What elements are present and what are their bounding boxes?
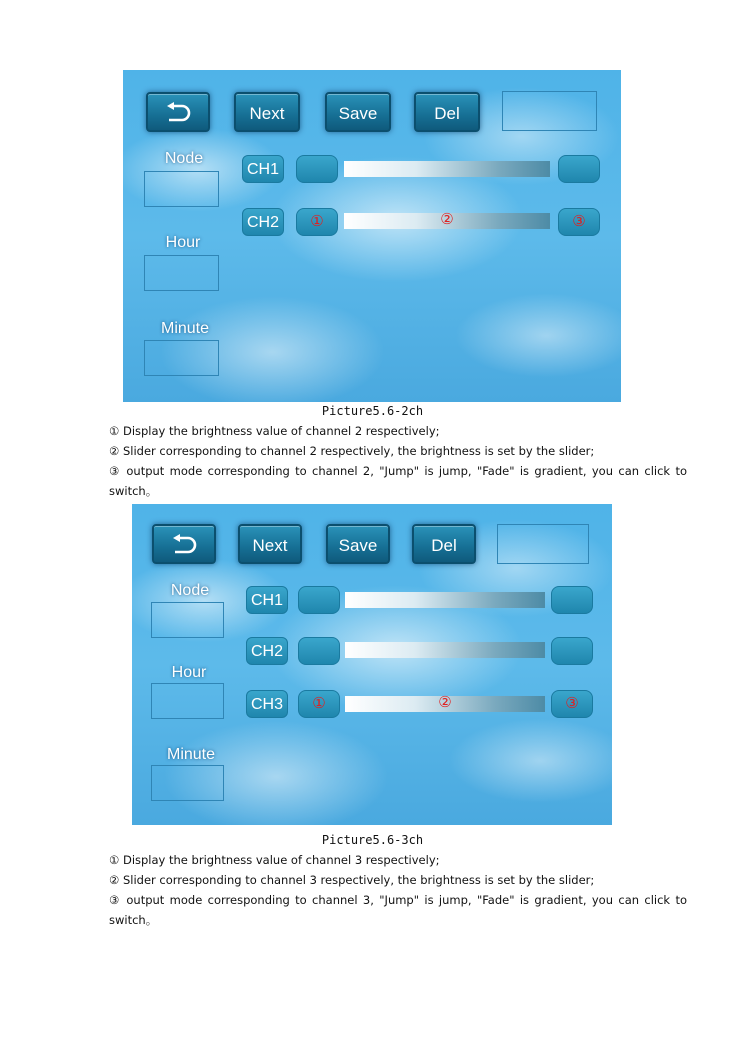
minute-label: Minute: [160, 320, 210, 337]
ch1-mode-toggle[interactable]: [551, 586, 593, 614]
figure-caption-3ch: Picture5.6-3ch: [321, 833, 424, 847]
ch3-brightness-slider[interactable]: [345, 696, 545, 712]
hour-field[interactable]: [144, 255, 219, 291]
save-button[interactable]: Save: [326, 524, 390, 564]
ch2-mode-toggle[interactable]: ③: [558, 208, 600, 236]
ch2-brightness-slider[interactable]: [345, 642, 545, 658]
channel-label-ch1: CH1: [242, 155, 284, 183]
channel-label-ch2: CH2: [242, 208, 284, 236]
channel-label-ch1: CH1: [246, 586, 288, 614]
ch3-slider-marker: ②: [438, 694, 452, 711]
note-2: ② Slider corresponding to channel 3 respectively, the brightness is set by the slider;: [109, 873, 595, 887]
ch1-brightness-slider[interactable]: [344, 161, 550, 177]
ch3-value-display: ①: [298, 690, 340, 718]
ch1-value-display: [298, 586, 340, 614]
note-1: ① Display the brightness value of channel 3 respectively;: [109, 853, 440, 867]
back-button[interactable]: [152, 524, 216, 564]
minute-label: Minute: [166, 746, 216, 763]
ch2-brightness-slider[interactable]: [344, 213, 550, 229]
screenshot-3ch: [132, 504, 612, 825]
back-arrow-icon: [169, 534, 199, 556]
ch1-mode-toggle[interactable]: [558, 155, 600, 183]
node-label: Node: [164, 150, 204, 167]
node-field[interactable]: [151, 602, 224, 638]
next-button[interactable]: Next: [234, 92, 300, 132]
back-arrow-icon: [163, 102, 193, 124]
readout-box: [497, 524, 589, 564]
minute-field[interactable]: [151, 765, 224, 801]
ch1-brightness-slider[interactable]: [345, 592, 545, 608]
figure-caption-2ch: Picture5.6-2ch: [321, 404, 424, 418]
ch2-value-display: [298, 637, 340, 665]
note-3: ③ output mode corresponding to channel 3, "Jump" is jump, "Fade" is gradient, you can click to switch。: [109, 893, 687, 927]
next-button[interactable]: Next: [238, 524, 302, 564]
hour-label: Hour: [171, 664, 207, 681]
del-button[interactable]: Del: [414, 92, 480, 132]
note-1: ① Display the brightness value of channel 2 respectively;: [109, 424, 440, 438]
minute-field[interactable]: [144, 340, 219, 376]
channel-label-ch3: CH3: [246, 690, 288, 718]
ch2-value-display: ①: [296, 208, 338, 236]
ch2-mode-toggle[interactable]: [551, 637, 593, 665]
node-field[interactable]: [144, 171, 219, 207]
hour-field[interactable]: [151, 683, 224, 719]
del-button[interactable]: Del: [412, 524, 476, 564]
ch3-mode-toggle[interactable]: ③: [551, 690, 593, 718]
screenshot-2ch: [123, 70, 621, 402]
readout-box: [502, 91, 597, 131]
channel-label-ch2: CH2: [246, 637, 288, 665]
back-button[interactable]: [146, 92, 210, 132]
save-button[interactable]: Save: [325, 92, 391, 132]
ch1-value-display: [296, 155, 338, 183]
node-label: Node: [170, 582, 210, 599]
hour-label: Hour: [165, 234, 201, 251]
ch2-slider-marker: ②: [440, 211, 454, 228]
note-2: ② Slider corresponding to channel 2 respectively, the brightness is set by the slider;: [109, 444, 595, 458]
note-3: ③ output mode corresponding to channel 2, "Jump" is jump, "Fade" is gradient, you can click to switch。: [109, 464, 687, 498]
